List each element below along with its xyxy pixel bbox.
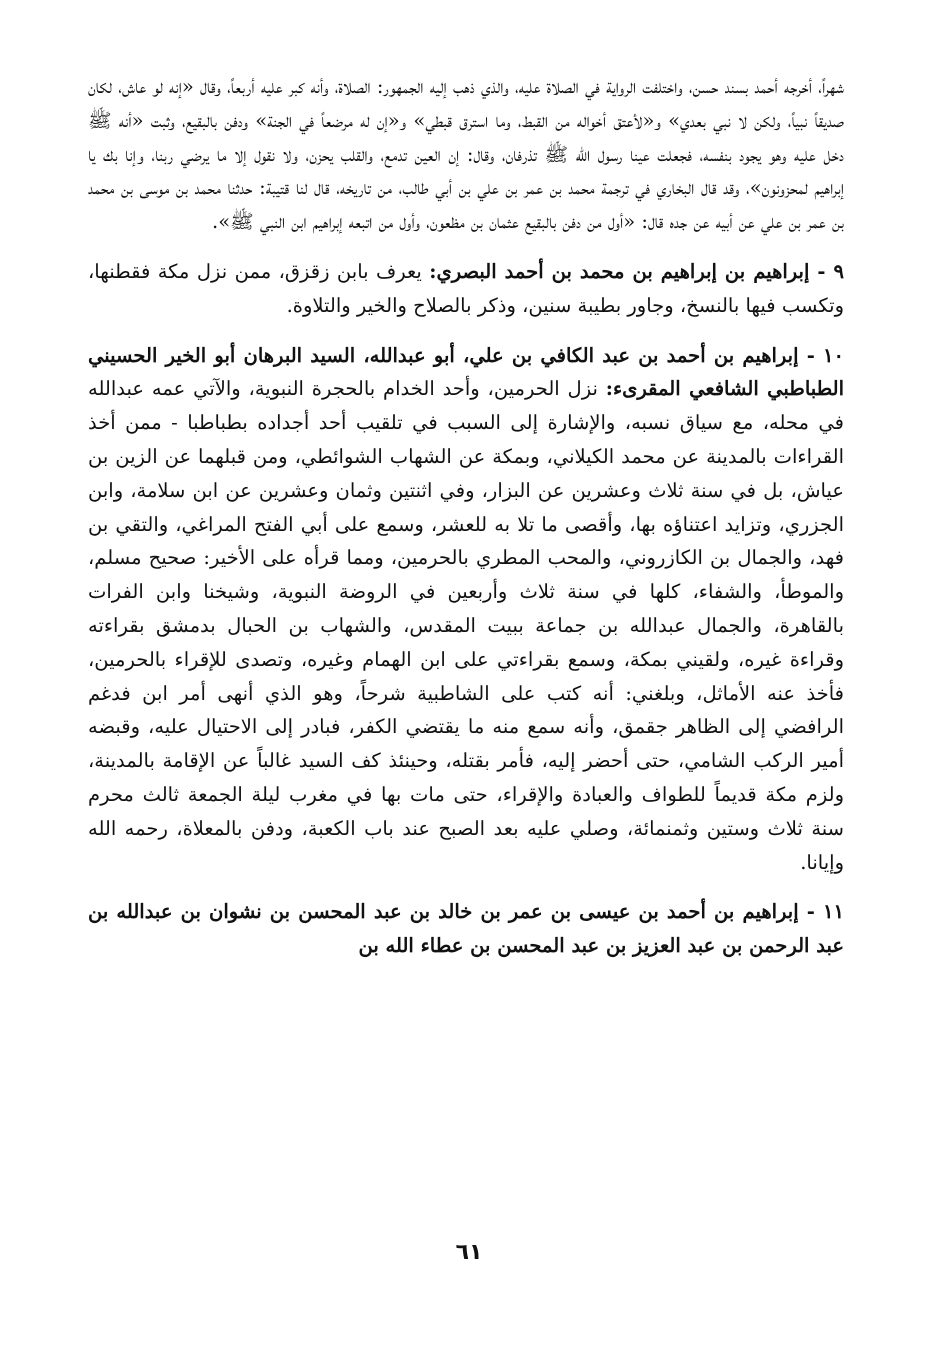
text-line: عليه بعد الصبح عند باب الكعبة، ودفن بالمعلاة، رحمه الله وإيانا. xyxy=(88,816,844,874)
entry-11 xyxy=(88,895,844,963)
text-line: الجمهور: الصلاة، وأنه كبر عليه أربعاً، وقال «إنه لو عاش، لكان صديقاً نبياً، ولكن لا xyxy=(88,75,844,132)
text-line: ابن الهمام وغيره، وتصدى للإقراء بالحرمين، فأخذ عنه الأماثل، وبلغني: أنه كتب على xyxy=(88,647,844,705)
text-line: قال لنا قتيبة: حدثنا محمد بن موسى بن محمد بن عمر بن علي عن أبيه عن جده قال: «أول xyxy=(88,176,844,234)
text-line: لمحزونون»، وقد قال البخاري في ترجمة محمد بن عمر بن علي بن أبي طالب، من تاريخه، xyxy=(336,176,808,200)
text-line: بطباطبا - ممن أخذ القراءات بالمدينة عن محمد الكيلاني، وبمكة عن الشهاب الشوائطي، xyxy=(88,411,844,468)
text-line: يعرف بابن زقزق، ممن نزل xyxy=(196,259,422,283)
text-line: المقدس، والشهاب بن الحبال بدمشق بقراءته وقراءة غيره، ولقيني بمكة، وسمع بقراءتي على xyxy=(88,613,845,671)
text-line: فأمر بقتله، وحينئذ كف السيد غالباً عن الإقامة بالمدينة، ولزم مكة قديماً للطواف والعبادة xyxy=(88,749,844,806)
text-line: نزل الحرمين، وأحد الخدام بالحجرة النبوية، xyxy=(248,377,598,401)
page-body xyxy=(88,70,844,963)
text-line: وقال: إن العين تدمع، والقلب يحزن، ولا نقول إلا ما يرضي ربنا، وإنا بك يا إبراهيم xyxy=(88,142,844,200)
text-line: وسمع على أبي الفتح المراغي، والتقي بن فهد، والجمال بن الكازروني، والمحب المطري xyxy=(88,512,845,570)
text-line: وأربعين في الروضة النبوية، وشيخنا وابن الفرات بالقاهرة، والجمال عبدالله بن جماعة ببيت xyxy=(88,580,844,637)
text-line: الشاطبية شرحاً، وهو الذي أنهى أمر ابن فدغم الرافضي إلى الظاهر جقمق، وأنه سمع منه xyxy=(88,681,845,739)
entry-9 xyxy=(88,255,844,323)
text-line: من دفن بالبقيع عثمان بن مظعون، وأول من اتبعه إبراهيم ابن النبي ﷺ». xyxy=(212,210,602,234)
text-line: والآتي عمه عبدالله في محله، مع سياق نسبه، والإشارة إلى السبب في تلقيب أحد أجداده xyxy=(88,377,844,435)
paragraph-ibrahim-son-of-prophet xyxy=(88,70,844,239)
entry-10 xyxy=(88,339,844,880)
text-line: نبي بعدي» و«لأعتق أخواله من القبط، وما استرق قبطي» و«إن له مرضعاً في الجنة» ودفن xyxy=(224,108,731,132)
text-line: وعشرين عن ابن سلامة، وابن الجزري، وتزايد اعتناؤه بها، وأقصى ما تلا به للعشر، xyxy=(88,478,845,536)
entry-11-heading: ١١ - إبراهيم بن أحمد بن عيسى بن عمر بن خالد بن عبد المحسن بن نشوان بن عبدالله بن عبد الرحمن بن عبد العزيز بن عبد المحسن بن عطاء الله بن xyxy=(88,900,844,958)
text-line: مكة فقطنها، وتكسب فيها بالنسخ، وجاور بطيبة سنين، وذكر بالصلاح والخير والتلاوة. xyxy=(88,259,844,317)
text-line: ما يقتضي الكفر، فبادر إلى الاحتيال عليه، وقبضه أمير الركب الشامي، حتى أحضر إليه، xyxy=(88,715,844,773)
text-line: بالبقيع، وثبت «أنه ﷺ دخل عليه وهو يجود بنفسه، فجعلت عينا رسول الله ﷺ تذرفان، xyxy=(88,108,844,166)
entry-10-heading: ١٠ - إبراهيم بن أحمد بن عبد الكافي بن علي، أبو عبدالله، السيد البرهان أبو الخير الحسيني الطباطبي الشافعي المقرىء: xyxy=(88,343,845,401)
text-line: والإقراء، حتى مات بها في مغرب ليلة الجمعة ثالث محرم سنة ثلاث وستين وثمنمائة، وصلي xyxy=(88,782,844,840)
text-line: شهراً، أخرجه أحمد بسند حسن، واختلفت الرواية في الصلاة عليه، والذي ذهب إليه xyxy=(429,75,844,98)
entry-9-heading: ٩ - إبراهيم بن إبراهيم بن محمد بن أحمد البصري: xyxy=(429,259,844,283)
text-line: بالحرمين، ومما قرأه على الأخير: صحيح مسلم، والموطأ، والشفاء، كلها في سنة ثلاث xyxy=(88,546,845,604)
page-number: ٦١ xyxy=(455,1240,483,1265)
text-line: ومن قبلهما عن الزين بن عياش، بل في سنة ثلاث وعشرين عن البزار، وفي اثنتين وثمان xyxy=(88,444,844,502)
